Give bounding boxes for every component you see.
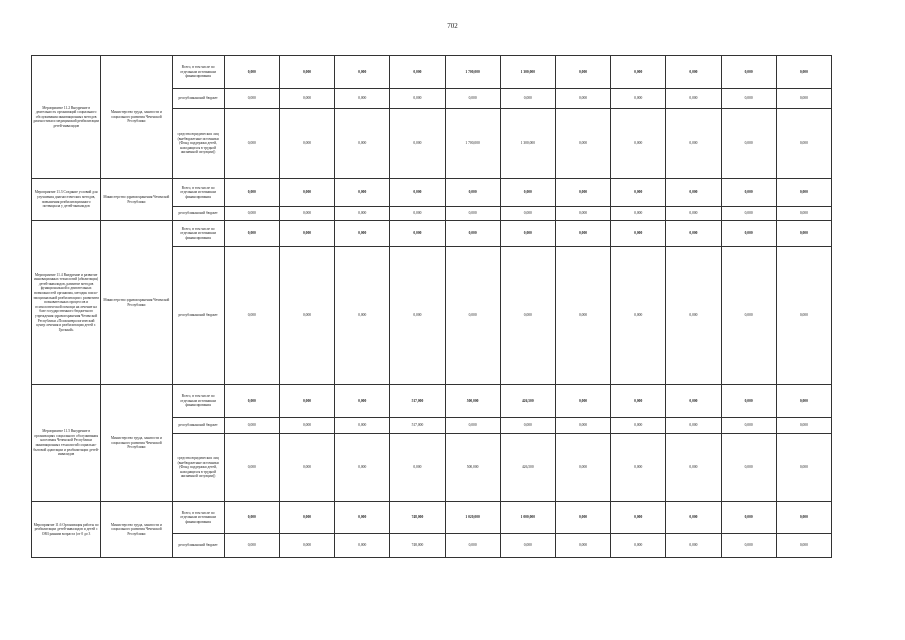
funding-source-cell: Всего, в том числе по отдельным источникам финансирования [172,179,224,207]
amount-cell: 0,000 [611,247,666,385]
amount-cell: 0,000 [611,109,666,179]
amount-cell: 0,000 [721,534,776,558]
amount-cell: 0,000 [335,109,390,179]
amount-cell: 0,000 [555,247,610,385]
amount-cell: 0,000 [500,89,555,109]
amount-cell: 0,000 [279,179,334,207]
funding-source-cell: средства юридических лиц (внебюджетные источники (Фонд поддержки детей, находящихся в трудной жизненной ситуации)) [172,434,224,502]
financing-table [31,55,832,558]
amount-cell: 0,000 [335,434,390,502]
amount-cell: 0,000 [390,89,445,109]
table-row [32,179,832,207]
amount-cell: 0,000 [776,89,831,109]
amount-cell: 0,000 [445,221,500,247]
amount-cell: 0,000 [390,56,445,89]
amount-cell: 0,000 [335,385,390,418]
table-row [32,385,832,418]
amount-cell: 0,000 [721,179,776,207]
amount-cell: 0,000 [666,534,721,558]
amount-cell: 0,000 [445,534,500,558]
funding-source-cell: республиканский бюджет [172,247,224,385]
amount-cell: 0,000 [390,221,445,247]
funding-source-cell: республиканский бюджет [172,207,224,221]
amount-cell: 0,000 [224,207,279,221]
amount-cell: 0,000 [224,418,279,434]
funding-source-cell: Всего, в том числе по отдельным источникам финансирования [172,502,224,534]
measure-name-cell: Мероприятие 11.4 Внедрение и развитие инновационных технологий (абилитация) детей-инвалидов, развитие методов функциональной и двигательных возможностей организма, методик психо-эмоциональной реабилитации с развитием познавательных процессов и психологической помощи на лечение на базе государственного бюджетного учреждения здравоохранения Чеченской Республики «Психоневрологический центр лечения и реабилитации детей г. Грозный» [32,221,101,385]
amount-cell: 0,000 [721,56,776,89]
amount-cell: 0,000 [611,179,666,207]
amount-cell: 0,000 [776,179,831,207]
amount-cell: 0,000 [335,221,390,247]
amount-cell: 0,000 [224,179,279,207]
amount-cell: 0,000 [500,207,555,221]
amount-cell: 0,000 [390,247,445,385]
amount-cell: 1 700,000 [445,56,500,89]
amount-cell: 0,000 [611,89,666,109]
amount-cell: 0,000 [555,434,610,502]
amount-cell: 0,000 [224,109,279,179]
amount-cell: 0,000 [224,534,279,558]
amount-cell: 0,000 [445,247,500,385]
amount-cell: 0,000 [279,418,334,434]
amount-cell: 0,000 [611,207,666,221]
amount-cell: 0,000 [776,56,831,89]
amount-cell: 0,000 [335,89,390,109]
table-row [32,221,832,247]
amount-cell: 0,000 [224,221,279,247]
page-number: 702 [447,22,458,30]
amount-cell: 0,000 [224,56,279,89]
amount-cell: 0,000 [445,418,500,434]
amount-cell: 0,000 [721,502,776,534]
amount-cell: 0,000 [611,221,666,247]
amount-cell: 0,000 [555,56,610,89]
amount-cell: 0,000 [776,221,831,247]
amount-cell: 1 300,000 [500,109,555,179]
amount-cell: 500,000 [445,385,500,418]
amount-cell: 0,000 [721,247,776,385]
funding-source-cell: Всего, в том числе по отдельным источникам финансирования [172,56,224,89]
amount-cell: 0,000 [666,247,721,385]
amount-cell: 0,000 [776,207,831,221]
table-row [32,56,832,89]
amount-cell: 0,000 [279,385,334,418]
amount-cell: 0,000 [666,56,721,89]
amount-cell: 0,000 [445,179,500,207]
measure-name-cell: Мероприятие 11.3 Создание условий для улучшения диагностических методов, повышения реабилитационного потенциала у детей-инвалидов [32,179,101,221]
amount-cell: 0,000 [776,418,831,434]
measure-name-cell: Мероприятие 11.6 Организация работы по реабилитации детей-инвалидов и детей с ОВЗ ранним возраста (от 0 до 3 [32,502,101,558]
amount-cell: 1 020,000 [445,502,500,534]
amount-cell: 1 300,000 [500,56,555,89]
amount-cell: 0,000 [224,385,279,418]
amount-cell: 0,000 [279,207,334,221]
amount-cell: 0,000 [776,247,831,385]
funding-source-cell: средства юридических лиц (внебюджетные источники (Фонд поддержки детей, находящихся в трудной жизненной ситуации)) [172,109,224,179]
amount-cell: 0,000 [666,434,721,502]
amount-cell: 0,000 [500,179,555,207]
amount-cell: 0,000 [721,434,776,502]
amount-cell: 748,000 [390,534,445,558]
amount-cell: 0,000 [776,109,831,179]
amount-cell: 0,000 [279,56,334,89]
amount-cell: 0,000 [279,502,334,534]
amount-cell: 0,000 [224,247,279,385]
amount-cell: 0,000 [279,89,334,109]
amount-cell: 0,000 [666,207,721,221]
amount-cell: 0,000 [611,502,666,534]
amount-cell: 426,500 [500,385,555,418]
amount-cell: 0,000 [279,247,334,385]
amount-cell: 0,000 [721,109,776,179]
amount-cell: 1 700,000 [445,109,500,179]
amount-cell: 0,000 [390,179,445,207]
amount-cell: 1 000,000 [500,502,555,534]
amount-cell: 0,000 [666,502,721,534]
amount-cell: 0,000 [445,207,500,221]
amount-cell: 0,000 [335,56,390,89]
funding-source-cell: республиканский бюджет [172,89,224,109]
amount-cell: 0,000 [555,109,610,179]
measure-name-cell: Мероприятие 11.2 Внедрение в деятельность организаций социального обслуживания инновационных методов диагностики и медицинской реабилитации детей-инвалидов [32,56,101,179]
amount-cell: 0,000 [776,434,831,502]
amount-cell: 0,000 [390,434,445,502]
amount-cell: 0,000 [611,56,666,89]
amount-cell: 0,000 [555,89,610,109]
table-row [32,502,832,534]
amount-cell: 0,000 [335,502,390,534]
amount-cell: 0,000 [611,418,666,434]
amount-cell: 0,000 [611,434,666,502]
amount-cell: 0,000 [224,89,279,109]
amount-cell: 0,000 [335,207,390,221]
funding-source-cell: республиканский бюджет [172,418,224,434]
amount-cell: 0,000 [390,109,445,179]
amount-cell: 0,000 [279,534,334,558]
executor-cell: Министерство труда, занятости и социального развития Чеченской Республики [101,502,172,558]
amount-cell: 0,000 [666,89,721,109]
amount-cell: 0,000 [224,434,279,502]
amount-cell: 0,000 [335,418,390,434]
amount-cell: 0,000 [555,207,610,221]
amount-cell: 500,000 [445,434,500,502]
amount-cell: 0,000 [500,534,555,558]
amount-cell: 0,000 [666,221,721,247]
amount-cell: 0,000 [555,221,610,247]
amount-cell: 0,000 [611,534,666,558]
amount-cell: 0,000 [279,221,334,247]
amount-cell: 0,000 [721,418,776,434]
amount-cell: 517,000 [390,418,445,434]
amount-cell: 0,000 [555,385,610,418]
amount-cell: 0,000 [224,502,279,534]
amount-cell: 0,000 [666,418,721,434]
amount-cell: 748,000 [390,502,445,534]
amount-cell: 0,000 [611,385,666,418]
amount-cell: 0,000 [666,385,721,418]
page-bottom-margin [31,562,833,640]
amount-cell: 0,000 [555,179,610,207]
amount-cell: 0,000 [721,89,776,109]
funding-source-cell: Всего, в том числе по отдельным источникам финансирования [172,221,224,247]
amount-cell: 0,000 [666,179,721,207]
amount-cell: 0,000 [721,221,776,247]
amount-cell: 0,000 [555,502,610,534]
amount-cell: 0,000 [500,247,555,385]
amount-cell: 0,000 [555,534,610,558]
executor-cell: Министерство труда, занятости и социального развития Чеченской Республики [101,385,172,502]
amount-cell: 0,000 [776,385,831,418]
amount-cell: 0,000 [335,247,390,385]
amount-cell: 0,000 [776,534,831,558]
amount-cell: 0,000 [721,207,776,221]
amount-cell: 0,000 [335,534,390,558]
amount-cell: 0,000 [500,418,555,434]
executor-cell: Министерство труда, занятости и социального развития Чеченской Республики [101,56,172,179]
amount-cell: 0,000 [500,221,555,247]
amount-cell: 517,000 [390,385,445,418]
amount-cell: 0,000 [666,109,721,179]
measure-name-cell: Мероприятие 11.5 Внедрение в организациях социального обслуживания населения Чеченской Республики инновационных технологий социально-бытовой адаптации и реабилитации детей-инвалидов [32,385,101,502]
amount-cell: 0,000 [445,89,500,109]
funding-source-cell: республиканский бюджет [172,534,224,558]
funding-source-cell: Всего, в том числе по отдельным источникам финансирования [172,385,224,418]
executor-cell: Министерство здравоохранения Чеченской Республики [101,221,172,385]
amount-cell: 0,000 [390,207,445,221]
amount-cell: 426,500 [500,434,555,502]
amount-cell: 0,000 [776,502,831,534]
amount-cell: 0,000 [279,434,334,502]
amount-cell: 0,000 [279,109,334,179]
amount-cell: 0,000 [335,179,390,207]
amount-cell: 0,000 [555,418,610,434]
amount-cell: 0,000 [721,385,776,418]
executor-cell: Министерство здравоохранения Чеченской Республики [101,179,172,221]
